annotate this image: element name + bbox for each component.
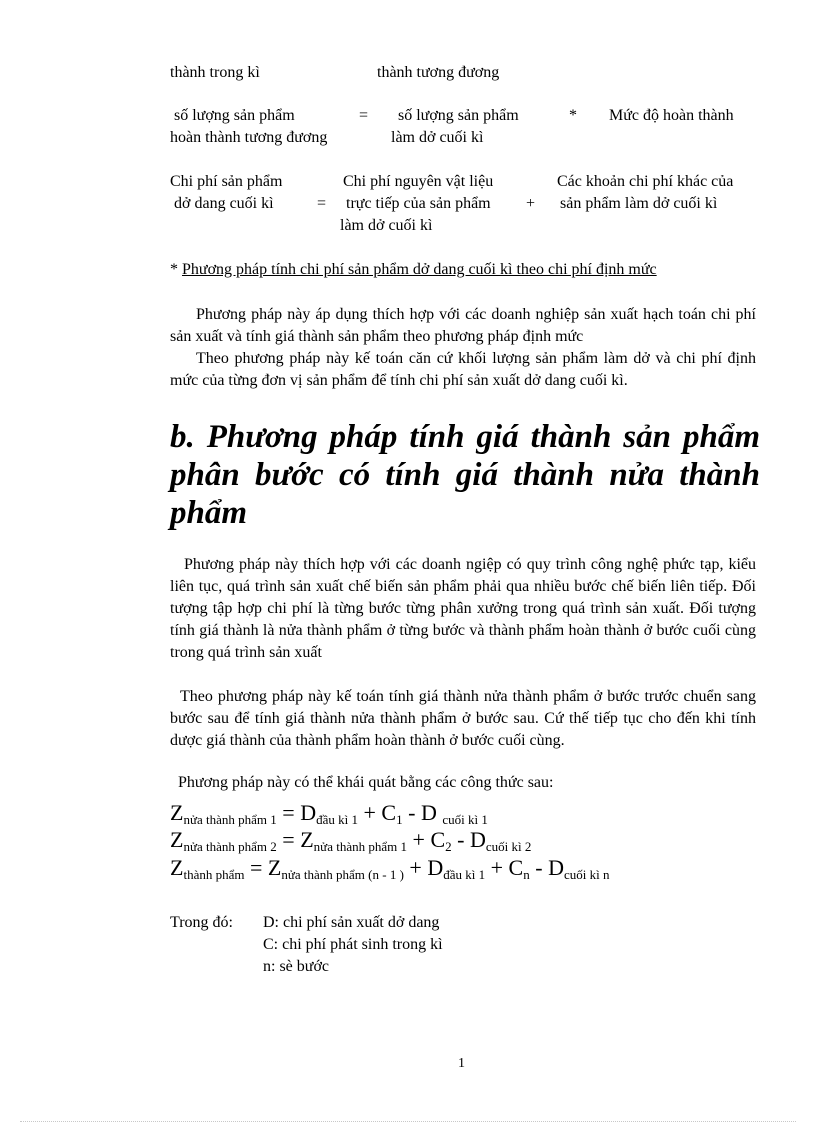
eq2-mid-line1: Chi phí nguyên vật liệu (343, 173, 494, 190)
f2-z-sub: nửa thành phẩm 2 (183, 839, 277, 854)
eq2-left-line1: Chi phí sản phẩm (170, 173, 283, 190)
legend-item-d: D: chi phí sản xuất dở dang (263, 914, 440, 931)
paragraph-2: Theo phương pháp này kế toán căn cứ khối lượng sản phẩm làm dở và chi phí định mức của từng đơn vị sản phẩm để tính chi phí sản xuất dở dang cuối kì. (170, 350, 756, 389)
f3-c: C (508, 855, 524, 880)
f1-z: Z (170, 800, 184, 825)
f3-equals: = (249, 855, 263, 880)
eq1-left-line1: số lượng sản phẩm (174, 107, 295, 124)
legend-item-c: C: chi phí phát sinh trong kì (263, 936, 443, 953)
f1-d: D (300, 800, 317, 825)
f2-z2-sub: nửa thành phẩm 1 (313, 839, 408, 854)
f2-minus: - (457, 827, 465, 852)
legend-label: Trong đó: (170, 914, 233, 931)
eq2-mid-line2: trực tiếp của sản phẩm (346, 195, 491, 212)
f1-equals: = (282, 800, 295, 825)
eq2-left-line2: dở dang cuối kì (174, 195, 274, 212)
f2-equals: = (282, 827, 295, 852)
f3-z: Z (170, 855, 184, 880)
eq1-equals-sign: = (359, 107, 369, 124)
f3-z2-sub: nửa thành phẩm (n - 1 ) (281, 867, 404, 882)
f3-plus: + (409, 855, 422, 880)
f1-d2-sub: cuối kì 1 (442, 812, 488, 827)
f2-z2: Z (300, 827, 314, 852)
f3-minus: - (535, 855, 543, 880)
eq1-multiply-sign: * (569, 107, 577, 124)
eq2-equals-sign: = (317, 195, 327, 212)
section-star-title (170, 261, 657, 279)
section-star-title-text: Phương pháp tính chi phí sản phẩm dở dang cuối kì theo chi phí định mức (182, 261, 657, 278)
page-number: 1 (458, 1056, 465, 1071)
eq1-mid-line2: làm dở cuối kì (391, 129, 484, 146)
f3-d2: D (548, 855, 564, 880)
formula-3 (170, 855, 609, 888)
f3-z2: Z (267, 855, 282, 880)
eq2-right-line1: Các khoản chi phí khác của (557, 173, 734, 190)
f1-c-sub: 1 (396, 812, 403, 827)
section-heading-b: b. Phương pháp tính giá thành sản phẩm phân bước có tính giá thành nửa thành phẩm (170, 419, 760, 531)
top-row-right: thành tương đương (377, 64, 500, 81)
eq1-left-line2: hoàn thành tương đương (170, 129, 328, 146)
f3-d: D (427, 855, 444, 880)
f1-d-sub: đầu kì 1 (316, 812, 358, 827)
f2-plus: + (412, 827, 425, 852)
f2-c-sub: 2 (445, 839, 452, 854)
f1-minus: - (408, 800, 416, 825)
f2-z: Z (170, 827, 184, 852)
paragraph-3: Phương pháp này thích hợp với các doanh ngiệp có quy trình công nghệ phức tạp, kiểu liên tục, quá trình sản xuất chế biến sản phẩm phải qua nhiều bước chế biến liên tiếp. Đối tượng tập hợp chi phí là từng bước từng phân xưởng trong quá trình sản xuất. Đối tượng tính giá thành là nửa thành phẩm ở từng bước và thành phẩm hoàn thành ở bước cuối cùng trong quá trình sản xuất (170, 556, 756, 661)
paragraph-4: Theo phương pháp này kế toán tính giá thành nửa thành phẩm ở bước trước chuển sang bước sau để tính giá thành nửa thành phẩm ở bước sau. Cứ thế tiếp tục cho đến khi tính dược giá thành của thành phẩm hoàn thành ở bước cuối cùng. (170, 688, 756, 749)
f3-d-sub: đầu kì 1 (443, 867, 486, 882)
f3-z-sub: thành phẩm (183, 867, 245, 882)
paragraph-1: Phương pháp này áp dụng thích hợp với các doanh nghiệp sản xuất hạch toán chi phí sản xuất và tính giá thành sản phẩm theo phương pháp định mức (170, 306, 756, 345)
f2-d2-sub: cuối kì 2 (485, 839, 532, 854)
eq1-right-line1: Mức độ hoàn thành (609, 107, 734, 124)
f1-z-sub: nửa thành phẩm 1 (183, 812, 277, 827)
f1-c: C (381, 800, 397, 825)
f2-c: C (430, 827, 446, 852)
f1-plus: + (363, 800, 376, 825)
eq2-plus-sign: + (526, 195, 536, 212)
top-row-left: thành trong kì (170, 64, 260, 81)
eq2-right-line2: sản phẩm làm dở cuối kì (560, 195, 718, 212)
paragraph-5: Phương pháp này có thể khái quát bằng các công thức sau: (178, 774, 554, 791)
f3-plus2: + (490, 855, 504, 880)
eq1-mid-line1: số lượng sản phẩm (398, 107, 519, 124)
eq2-mid-line3: làm dở cuối kì (340, 217, 433, 234)
legend-item-n: n: sè bước (263, 958, 330, 975)
f2-d2: D (469, 827, 486, 852)
star-bullet: * (170, 261, 182, 278)
page-bottom-divider (20, 1121, 796, 1122)
f1-d2: D (420, 800, 437, 825)
f3-d2-sub: cuối kì n (563, 867, 610, 882)
f3-c-sub: n (523, 867, 530, 882)
